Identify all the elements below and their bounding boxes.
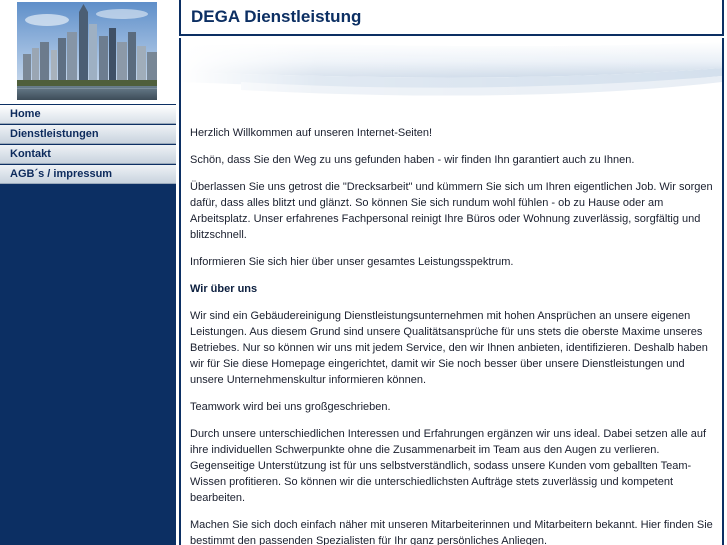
logo-frame [0, 0, 176, 104]
about-heading: Wir über uns [190, 283, 258, 295]
service-paragraph: Überlassen Sie uns getrost die "Drecksarbeit" und kümmern Sie sich um Ihren eigentlichen Job. Wir sorgen dafür, dass alles blitzt und glänzt. So können Sie sich rundum wohl fühlen - ob zu Hause oder am Arbeitsplatz. Unser erfahrenes Fachpersonal reinigt Ihre Büros oder Wohnung zuverlässig, sorgfältig und blitzschnell. [190, 181, 713, 241]
wave-banner [181, 38, 722, 102]
content-area [179, 38, 724, 545]
info-paragraph: Informieren Sie sich hier über unser gesamtes Leistungsspektrum. [190, 256, 514, 268]
header [179, 0, 724, 36]
teamwork-paragraph: Teamwork wird bei uns großgeschrieben. [190, 401, 391, 413]
site-title: DEGA Dienstleistung [191, 7, 362, 26]
welcome-text: Herzlich Willkommen auf unseren Internet-Seiten! [190, 127, 433, 139]
main-nav [0, 105, 176, 185]
nav-item-agb-impressum[interactable] [0, 165, 176, 184]
nav-item-home[interactable] [0, 105, 176, 124]
staff-paragraph: Machen Sie sich doch einfach näher mit unseren Mitarbeiterinnen und Mitarbeitern bekannt. Hier finden Sie bestimmt den passenden Spezialisten für Ihr ganz persönliches Anliegen. [190, 519, 713, 545]
nav-item-dienstleistungen[interactable] [0, 125, 176, 144]
main-text [190, 125, 714, 545]
nav-item-label: Kontakt [10, 148, 51, 160]
city-skyline-icon [17, 2, 157, 100]
team-paragraph: Durch unsere unterschiedlichen Interessen und Erfahrungen ergänzen wir uns ideal. Dabei setzen alle auf ihre individuellen Schwerpunkte ohne die Zusammenarbeit im Team aus den Augen zu verlieren. Gegenseitige Unterstützung ist für uns selbstverständlich, sodass unsere Kunden vom geballten Team-Wissen profitieren. So können wir die unterschiedlichsten Aufträge stets zuverlässig und kompetent bearbeiten. [190, 428, 707, 504]
intro-paragraph: Schön, dass Sie den Weg zu uns gefunden haben - wir finden Ihn garantiert auch zu Ihnen. [190, 154, 635, 166]
nav-item-label: Dienstleistungen [10, 128, 99, 140]
about-paragraph: Wir sind ein Gebäudereinigung Dienstleistungsunternehmen mit hohen Ansprüchen an unsere eigenen Leistungen. Aus diesem Grund sind unsere Qualitätsansprüche für uns stets die oberste Maxime unseres Betriebes. Nur so können wir uns mit jedem Service, den wir Ihnen anbieten, identifizieren. Deshalb haben wir für Sie diese Homepage eingerichtet, damit wir Sie noch besser über unsere Dienstleistungen und unsere Unternehmenskultur informieren können. [190, 310, 708, 386]
nav-item-kontakt[interactable] [0, 145, 176, 164]
nav-item-label: AGB´s / impressum [10, 168, 113, 180]
sidebar [0, 0, 176, 545]
nav-item-label: Home [10, 108, 41, 120]
